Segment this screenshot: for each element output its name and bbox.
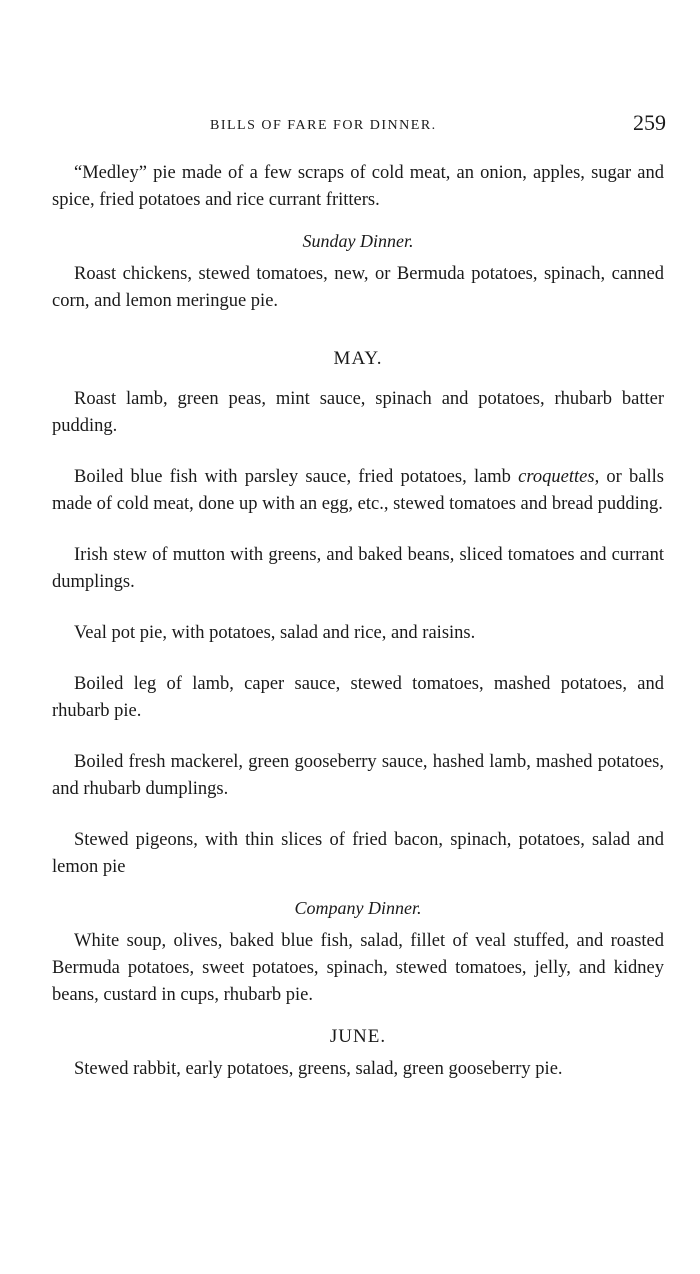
paragraph-boiled-leg-of-lamb: Boiled leg of lamb, caper sauce, stewed tomatoes, mashed potatoes, and rhubarb pie. <box>52 674 664 721</box>
may-heading: MAY. <box>333 348 383 369</box>
sunday-dinner-heading: Sunday Dinner. <box>302 231 414 251</box>
paragraph-stewed-rabbit: Stewed rabbit, early potatoes, greens, salad, green gooseberry pie. <box>74 1059 563 1079</box>
paragraph-roast-lamb: Roast lamb, green peas, mint sauce, spinach and potatoes, rhubarb batter pudding. <box>52 389 664 436</box>
paragraph-roast-chickens: Roast chickens, stewed tomatoes, new, or Bermuda potatoes, spinach, canned corn, and lemon meringue pie. <box>52 264 664 311</box>
italic-term: croquettes <box>518 467 595 487</box>
text-segment: , or balls made of cold meat, done up with an egg, etc., stewed tomatoes and bread pudding. <box>52 467 664 514</box>
june-heading: JUNE. <box>329 1026 387 1047</box>
paragraph-boiled-blue-fish <box>52 464 664 518</box>
paragraph-irish-stew: Irish stew of mutton with greens, and baked beans, sliced tomatoes and currant dumplings. <box>52 545 664 592</box>
paragraph-white-soup: White soup, olives, baked blue fish, salad, fillet of veal stuffed, and roasted Bermuda potatoes, sweet potatoes, spinach, stewed tomatoes, jelly, and kidney beans, custard in cups, rhubarb pie. <box>52 931 664 1005</box>
company-dinner-heading: Company Dinner. <box>294 898 422 918</box>
text-segment: Boiled blue fish with parsley sauce, fried potatoes, lamb <box>74 467 519 487</box>
paragraph-stewed-pigeons: Stewed pigeons, with thin slices of fried bacon, spinach, potatoes, salad and lemon pie <box>52 830 664 877</box>
page-number: 259 <box>633 110 666 135</box>
page-header <box>0 112 700 142</box>
paragraph-veal-pot-pie: Veal pot pie, with potatoes, salad and rice, and raisins. <box>74 623 476 643</box>
paragraph-boiled-mackerel: Boiled fresh mackerel, green gooseberry sauce, hashed lamb, mashed potatoes, and rhubarb dumplings. <box>52 752 664 799</box>
paragraph-medley-pie: “Medley” pie made of a few scraps of cold meat, an onion, apples, sugar and spice, fried potatoes and rice currant fritters. <box>52 163 664 210</box>
running-title: BILLS OF FARE FOR DINNER. <box>210 118 437 133</box>
page-body <box>52 160 664 1083</box>
